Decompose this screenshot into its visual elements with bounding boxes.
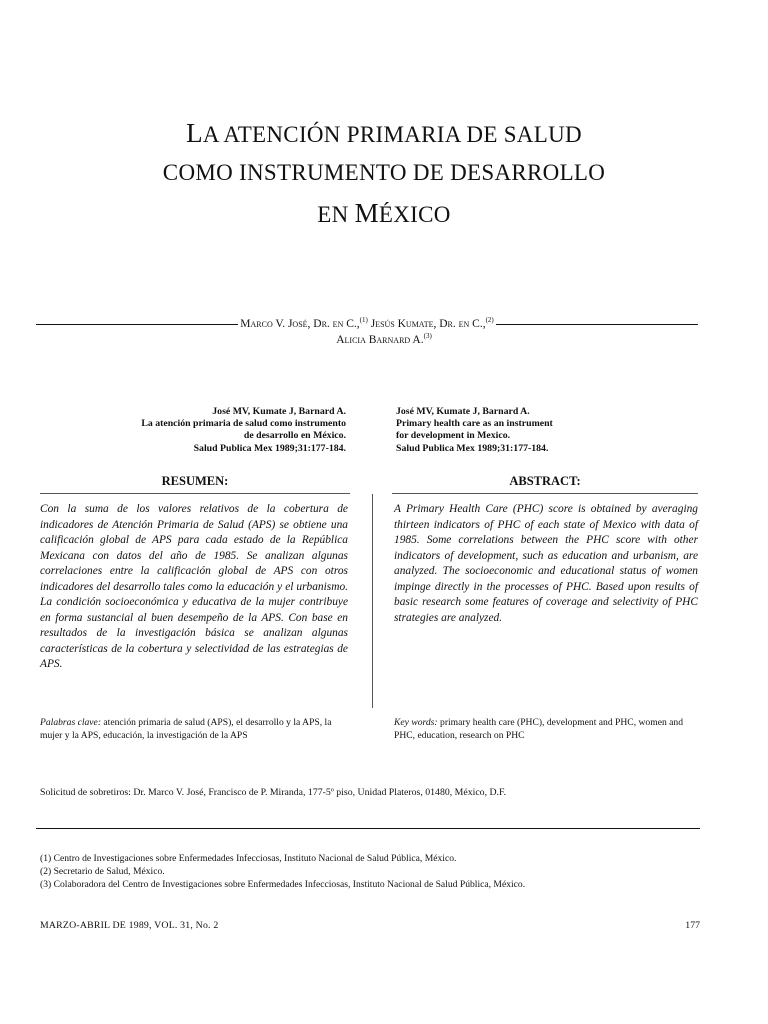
keywords-spanish xyxy=(40,716,350,742)
footnote-rule xyxy=(36,828,700,829)
title-line-1 xyxy=(0,118,768,149)
citation-en-title-2: for development in Mexico. xyxy=(396,430,511,442)
abstract-heading: ABSTRACT: xyxy=(509,474,581,488)
keywords-en-text: primary health care (PHC), development and PHC, women and PHC, education, research on PHC xyxy=(394,717,684,741)
page-number: 177 xyxy=(685,920,700,931)
citation-spanish xyxy=(100,406,346,455)
author-barnard-affil: (3) xyxy=(423,332,432,340)
citation-en-authors: José MV, Kumate J, Barnard A. xyxy=(396,406,530,417)
citation-en-title-1: Primary health care as an instrument xyxy=(396,418,553,430)
author-line xyxy=(36,308,698,330)
affiliation-note-3: (3) Colaboradora del Centro de Investigaciones sobre Enfermedades Infecciosas, Instituto Nacional de Salud Pública, México. xyxy=(40,879,526,890)
citation-english xyxy=(396,406,696,455)
resumen-body: Con la suma de los valores relativos de la cobertura de indicadores de Atención Primaria de Salud (APS) se obtiene una calificación global de APS para cada estado de la República Mexicana con datos del año de 1985. Se analizan algunas correlaciones entre la calificación global de APS con otros indicadores del desarrollo tales como la educación y el urbanismo. La condición socioeconómica y educativa de la mujer contribuye en forma sustancial al buen desempeño de la APS. Con base en resultados de la investigación básica se analizan algunas características de la cobertura y selectividad de las estrategias de APS. xyxy=(40,503,348,670)
affiliation-note-2: (2) Secretario de Salud, México. xyxy=(40,866,165,877)
keywords-en-label: Key words: xyxy=(394,717,438,728)
citation-es-title-1: La atención primaria de salud como instrumento xyxy=(141,418,346,430)
abstract-rule xyxy=(392,493,698,494)
author-barnard: Alicia Barnard A. xyxy=(336,333,424,346)
citation-es-journal: Salud Publica Mex 1989;31:177-184. xyxy=(193,442,346,454)
affiliation-notes xyxy=(40,852,700,891)
author-barnard-line xyxy=(0,332,768,346)
title-line-3 xyxy=(0,198,768,229)
authors-primary xyxy=(238,316,495,330)
author-rule-right xyxy=(496,323,698,325)
author-jose-affil: (1) xyxy=(359,316,368,325)
resumen-heading: RESUMEN: xyxy=(161,474,229,488)
reprint-request: Solicitud de sobretiros: Dr. Marco V. José, Francisco de P. Miranda, 177-5º piso, Unidad Plateros, 01480, México, D.F. xyxy=(40,787,507,798)
author-kumate-affil: (2) xyxy=(485,316,494,325)
author-jose: Marco V. José, Dr. en C., xyxy=(240,318,360,330)
title-line-1-rest: A ATENCIÓN PRIMARIA DE SALUD xyxy=(202,122,582,147)
abstract-body: A Primary Health Care (PHC) score is obtained by averaging thirteen indicators of PHC of each state of Mexico with data of 1985. Some correlations between the PHC score with other indicators of development, such as education and urbanism, are analyzed. The socioeconomic and educational status of women impinge directly in the processes of PHC. Based upon results of basic research some features of coverage and selectivity of PHC strategies are analyzed. xyxy=(394,503,698,624)
keywords-es-text: atención primaria de salud (APS), el desarrollo y la APS, la mujer y la APS, educación, la investigación de la APS xyxy=(40,717,332,741)
title-line-2: COMO INSTRUMENTO DE DESARROLLO xyxy=(162,160,606,185)
title-initial-l: L xyxy=(186,118,203,148)
column-divider xyxy=(372,494,373,708)
issue-info: MARZO-ABRIL DE 1989, VOL. 31, No. 2 xyxy=(40,920,219,931)
title-line-3-pre: EN xyxy=(317,202,355,227)
keywords-english xyxy=(394,716,700,742)
citation-en-journal: Salud Publica Mex 1989;31:177-184. xyxy=(396,442,549,454)
title-line-3-rest: ÉXICO xyxy=(378,202,451,227)
resumen-rule xyxy=(40,493,350,494)
citation-es-title-2: de desarrollo en México. xyxy=(243,430,346,442)
author-kumate: Jesús Kumate, Dr. en C., xyxy=(367,318,486,330)
keywords-es-label: Palabras clave: xyxy=(40,717,102,728)
affiliation-note-1: (1) Centro de Investigaciones sobre Enfermedades Infecciosas, Instituto Nacional de Salud Pública, México. xyxy=(40,853,457,864)
citation-es-authors: José MV, Kumate J, Barnard A. xyxy=(212,406,346,417)
author-rule-left xyxy=(36,323,238,325)
title-initial-m: M xyxy=(354,198,379,228)
